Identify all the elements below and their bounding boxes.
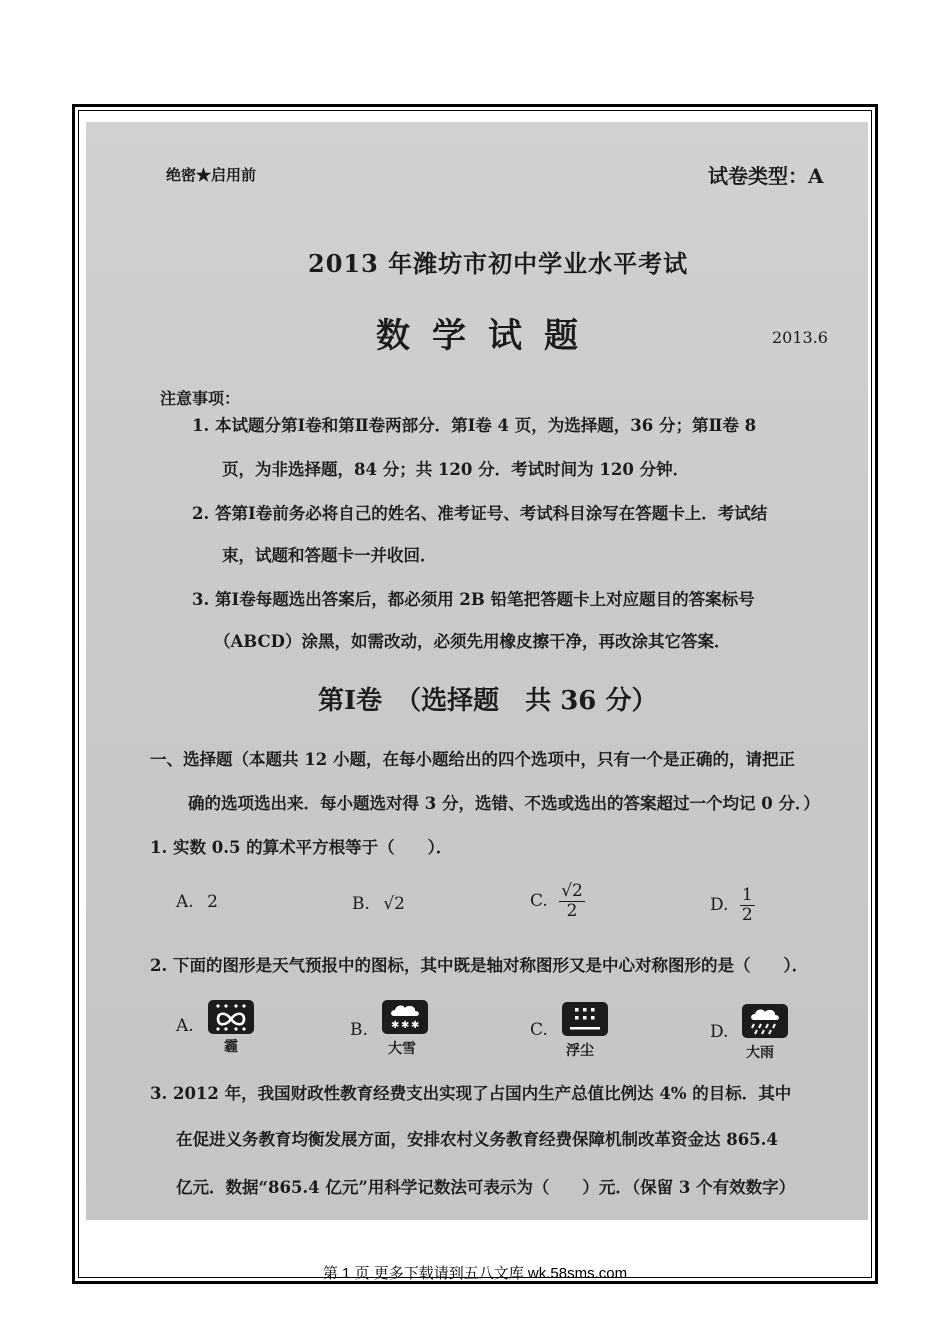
heavy-rain-icon (742, 1004, 788, 1038)
note-1-line-1: 1. 本试题分第Ⅰ卷和第Ⅱ卷两部分．第Ⅰ卷 4 页，为选择题，36 分；第Ⅱ卷 8 (192, 416, 757, 435)
q1-option-d-label: D. (710, 895, 729, 916)
q1-option-b-value: √2 (383, 894, 405, 914)
q1-option-c (530, 882, 585, 920)
note-3-line-1: 3. 第Ⅰ卷每题选出答案后，都必须用 2B 铅笔把答题卡上对应题目的答案标号 (192, 590, 755, 609)
note-3-line-2: （ABCD）涂黑，如需改动，必须先用橡皮擦干净，再改涂其它答案． (214, 632, 731, 651)
q1-option-c-numerator: √2 (561, 881, 583, 901)
question-3-line-2: 在促进义务教育均衡发展方面，安排农村义务教育经费保障机制改革资金达 865.4 (176, 1130, 778, 1149)
svg-text:✱: ✱ (411, 1020, 420, 1031)
question-1-text: 1. 实数 0.5 的算术平方根等于（ ）． (150, 838, 453, 857)
part-one-instructions-line-1: 一、选择题（本题共 12 小题，在每小题给出的四个选项中，只有一个是正确的，请把正 (150, 750, 795, 769)
q2-option-b-caption: 大雪 (388, 1041, 416, 1057)
note-2-line-2: 束，试题和答题卡一并收回． (222, 546, 437, 565)
q1-option-c-denominator: 2 (566, 900, 578, 921)
question-3-line-1: 3. 2012 年，我国财政性教育经费支出实现了占国内生产总值比例达 4% 的目标．其中 (150, 1084, 792, 1103)
question-2-text: 2. 下面的图形是天气预报中的图标，其中既是轴对称图形又是中心对称图形的是（ ）． (150, 956, 809, 975)
exam-photo (86, 122, 868, 1220)
note-2-line-1: 2. 答第Ⅰ卷前务必将自己的姓名、准考证号、考试科目涂写在答题卡上．考试结 (192, 504, 768, 523)
q1-option-a-label: A. (176, 892, 194, 912)
q2-option-c-caption: 浮尘 (566, 1043, 594, 1059)
floating-dust-icon (562, 1002, 608, 1036)
section-title: 第Ⅰ卷 （选择题 共 36 分） (318, 686, 658, 716)
svg-text:✱: ✱ (391, 1020, 400, 1031)
q1-option-b (352, 894, 405, 914)
notes-heading: 注意事项： (160, 389, 241, 408)
question-3-line-3: 亿元．数据“865.4 亿元”用科学记数法可表示为（ ）元．（保留 3 个有效数字） (176, 1178, 796, 1197)
confidential-mark: 绝密★启用前 (166, 166, 257, 184)
q1-option-a-value: 2 (207, 892, 218, 912)
q1-option-a (176, 892, 218, 912)
svg-text:✱: ✱ (401, 1020, 410, 1031)
q2-option-a-label: A. (176, 1016, 194, 1036)
q1-option-d-numerator: 1 (741, 885, 753, 905)
q2-option-d-caption: 大雨 (746, 1045, 774, 1061)
exam-title: 2013 年潍坊市初中学业水平考试 (308, 249, 689, 278)
heavy-snow-icon (382, 1000, 428, 1034)
q1-option-d-fraction (740, 886, 755, 924)
q1-option-c-fraction (559, 882, 585, 920)
haze-icon (208, 1000, 254, 1034)
q1-option-c-label: C. (530, 891, 548, 912)
subject-title: 数学试题 (376, 316, 600, 356)
q2-option-c-label: C. (530, 1020, 548, 1040)
q2-option-b-label: B. (350, 1020, 368, 1040)
q2-option-a-caption: 霾 (224, 1039, 238, 1055)
q1-option-d-denominator: 2 (741, 904, 753, 925)
q1-option-b-label: B. (352, 894, 370, 914)
q2-option-d-label: D. (710, 1022, 729, 1042)
part-one-instructions-line-2: 确的选项选出来．每小题选对得 3 分，选错、不选或选出的答案超过一个均记 0 分．） (188, 794, 820, 813)
page-footer: 第 1 页 更多下载请到五八文库 wk.58sms.com (322, 1265, 628, 1282)
exam-date: 2013.6 (772, 328, 828, 347)
paper-type: 试卷类型：A (708, 164, 824, 188)
q1-option-d (710, 886, 755, 924)
note-1-line-2: 页，为非选择题，84 分；共 120 分．考试时间为 120 分钟． (222, 460, 690, 479)
